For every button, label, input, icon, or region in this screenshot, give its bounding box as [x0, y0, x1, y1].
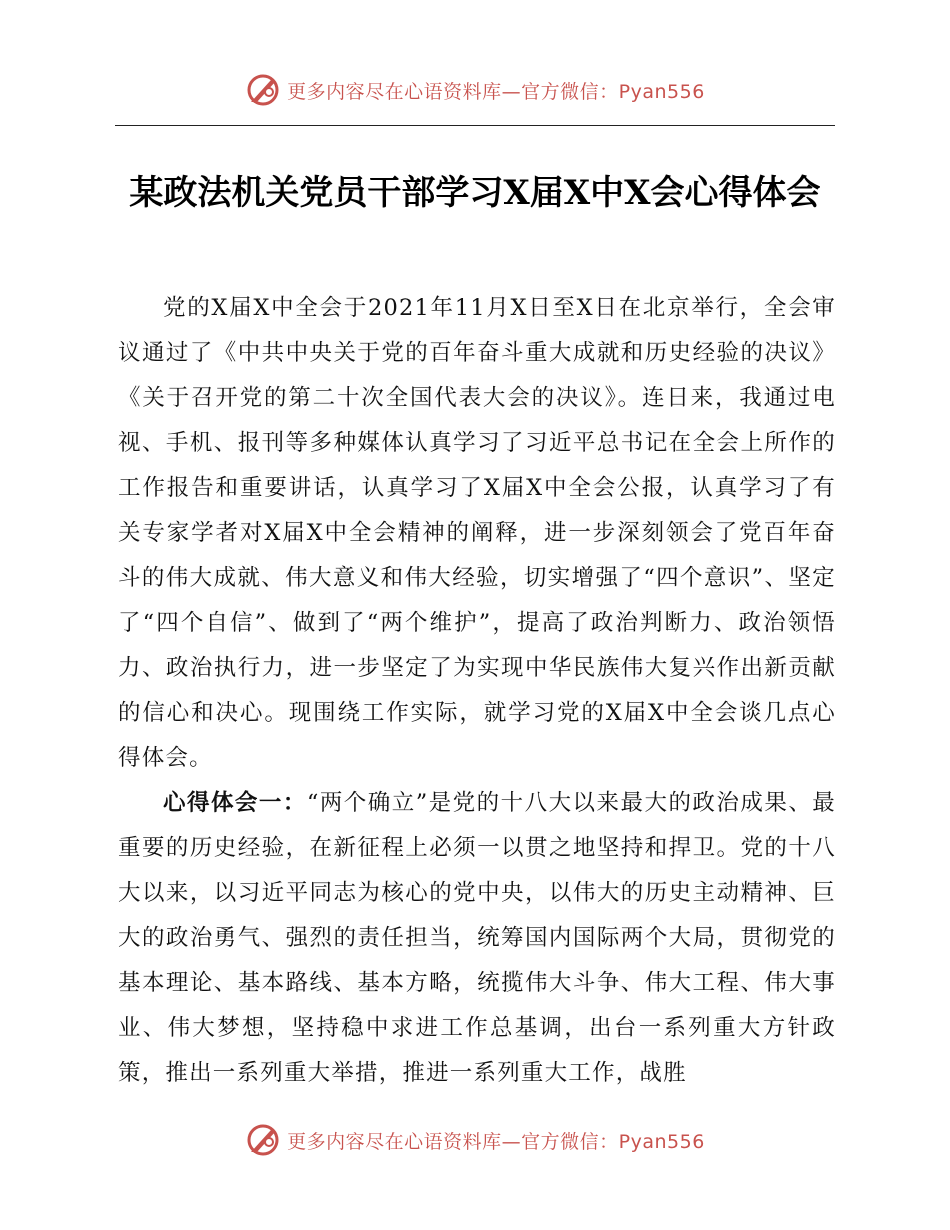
watermark-text: 更多内容尽在心语资料库—官方微信：Pyan556 [287, 80, 705, 103]
document-title: 某政法机关党员干部学习X届X中X会心得体会 [129, 173, 821, 213]
quill-circle-logo-icon [245, 1122, 281, 1158]
watermark-text: 更多内容尽在心语资料库—官方微信：Pyan556 [287, 1130, 705, 1153]
watermark-brand [245, 72, 705, 108]
quill-circle-logo-icon [245, 72, 281, 108]
page-header-watermark [0, 70, 950, 110]
paragraph-lead: 心得体会一： [163, 790, 307, 816]
paragraph-text: “两个确立”是党的十八大以来最大的政治成果、最重要的历史经验，在新征程上必须一以贯之地坚持和捍卫。党的十八大以来，以习近平同志为核心的党中央，以伟大的历史主动精神、巨大的政治勇气、强烈的责任担当，统筹国内国际两个大局，贯彻党的基本理论、基本路线、基本方略，统揽伟大斗争、伟大工程、伟大事业、伟大梦想，坚持稳中求进工作总基调，出台一系列重大方针政策，推出一系列重大举措，推进一系列重大工作，战胜 [118, 790, 837, 1086]
paragraph-point-one [118, 781, 836, 1096]
paragraph-text: 党的X届X中全会于2021年11月X日至X日在北京举行，全会审议通过了《中共中央关于党的百年奋斗重大成就和历史经验的决议》《关于召开党的第二十次全国代表大会的决议》。连日来，我通过电视、手机、报刊等多种媒体认真学习了习近平总书记在全会上所作的工作报告和重要讲话，认真学习了X届X中全会公报，认真学习了有关专家学者对X届X中全会精神的阐释，进一步深刻领会了党百年奋斗的伟大成就、伟大意义和伟大经验，切实增强了“四个意识”、坚定了“四个自信”、做到了“两个维护”，提高了政治判断力、政治领悟力、政治执行力，进一步坚定了为实现中华民族伟大复兴作出新贡献的信心和决心。现围绕工作实际，就学习党的X届X中全会谈几点心得体会。 [118, 295, 836, 771]
watermark-brand [245, 1122, 705, 1158]
header-divider [115, 125, 835, 126]
page-footer-watermark [0, 1120, 950, 1160]
paragraph-intro [118, 286, 836, 781]
document-body [118, 286, 836, 1096]
